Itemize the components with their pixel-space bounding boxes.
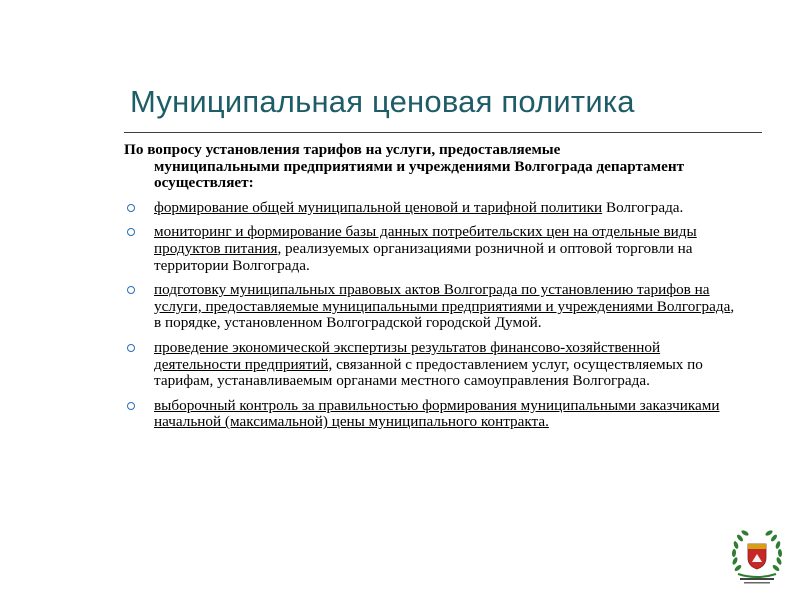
- item-link[interactable]: формирование общей муниципальной ценовой и тарифной политики: [154, 198, 603, 216]
- circle-bullet-icon: [127, 228, 135, 236]
- list-item: [124, 200, 744, 217]
- intro-paragraph: [124, 142, 744, 192]
- circle-bullet-icon: [127, 402, 135, 410]
- title-divider: [124, 132, 762, 133]
- item-text: , реализуемых организациями розничной и оптовой торговли на территории Волгограда.: [154, 239, 693, 274]
- list-item: [124, 282, 744, 332]
- wreath-right: [765, 529, 783, 572]
- item-text: Волгограда.: [602, 198, 684, 216]
- circle-bullet-icon: [127, 204, 135, 212]
- item-link[interactable]: проведение экономической экспертизы результатов финансово-хозяйственной деятельности предприятий,: [154, 338, 661, 373]
- item-text: связанной с предоставлением услуг, осуществляемых по тарифам, устанавливаемым органами местного самоуправления Волгограда.: [154, 355, 703, 390]
- emblem-caption-strip: [740, 578, 774, 580]
- slide-title: Муниципальная ценовая политика: [130, 84, 635, 119]
- item-text: , в порядке, установленном Волгоградской городской Думой.: [154, 297, 735, 332]
- circle-bullet-icon: [127, 286, 135, 294]
- bullet-list: [124, 200, 744, 431]
- emblem-crown-band: [748, 544, 766, 549]
- item-link[interactable]: подготовку муниципальных правовых актов Волгограда по установлению тарифов на услуги, предоставляемые муниципальными предприятиями и учреждениями Волгограда: [154, 281, 731, 315]
- emblem-caption-strip-2: [744, 582, 770, 584]
- slide-content: [124, 142, 744, 439]
- emblem-ribbon: [738, 574, 776, 577]
- circle-bullet-icon: [127, 344, 135, 352]
- volgograd-emblem-icon: [726, 524, 788, 586]
- item-link[interactable]: мониторинг и формирование базы данных потребительских цен на отдельные виды продуктов питания: [154, 223, 697, 257]
- intro-rest: муниципальными предприятиями и учреждениями Волгограда департамент осуществляет:: [154, 157, 685, 192]
- list-item: [124, 224, 744, 274]
- wreath-left: [731, 529, 749, 572]
- list-item: [124, 340, 744, 390]
- item-link[interactable]: выборочный контроль за правильностью формирования муниципальными заказчиками начальной (максимальной) цены муниципального контракта.: [154, 396, 720, 431]
- intro-first-line: По вопросу установления тарифов на услуги, предоставляемые: [124, 141, 561, 158]
- list-item: [124, 398, 744, 431]
